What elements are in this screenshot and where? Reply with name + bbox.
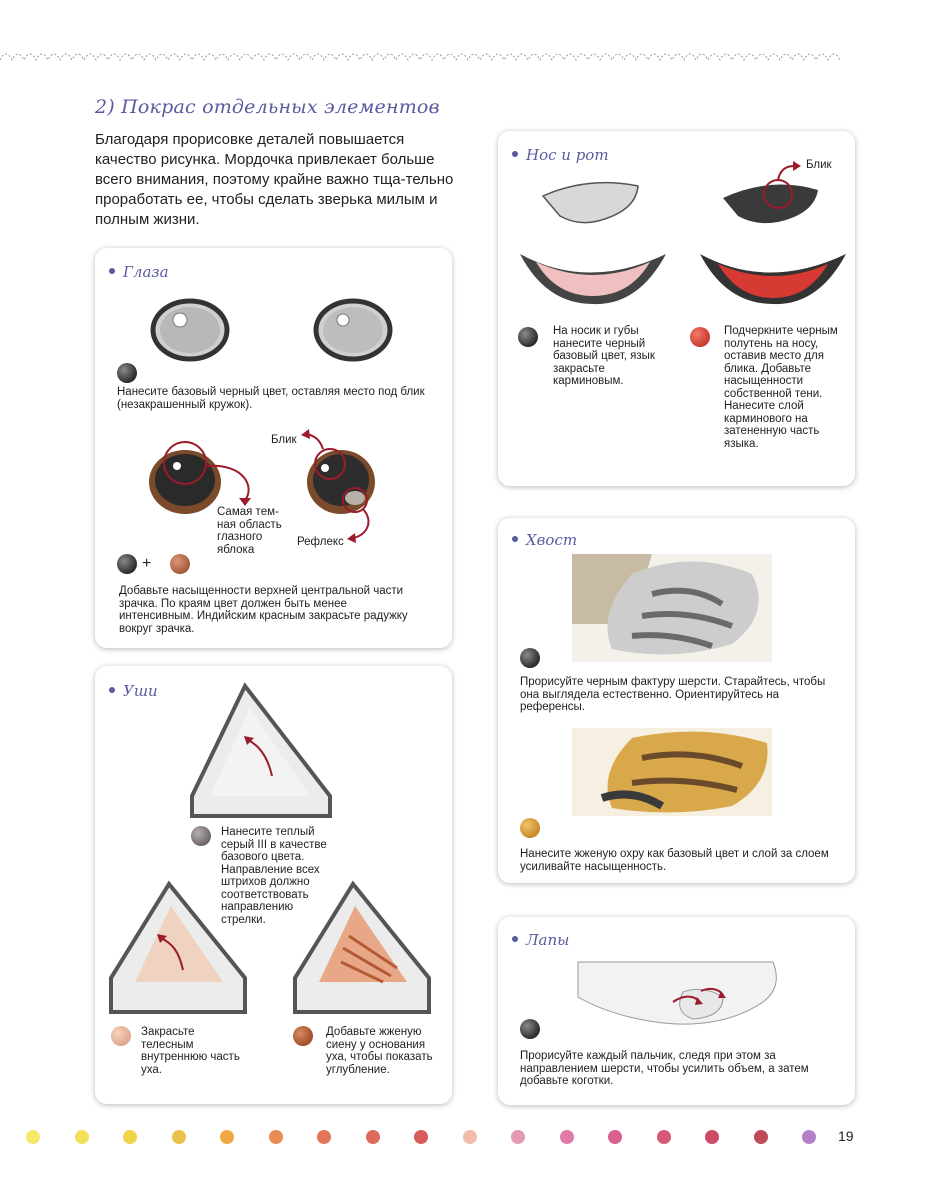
bullet-dot-icon [512,151,518,157]
tail-sketch-illustration [572,554,772,662]
bullet-dot-icon [512,536,518,542]
intro-paragraph: Благодаря прорисовке деталей повышается качество рисунка. Мордочка привлекает больше всего внимания, поэтому крайне важно тща-тельно проработать ее, чтобы сделать зверька милым и полным жизни. [95,131,454,228]
paws-card-title: Лапы [512,931,569,949]
ear-colored-illustration [293,878,433,1013]
pencil-color-dot [802,1130,816,1144]
ears-step2-text: Закрасьте телесным внутреннюю часть уха. [141,1026,240,1076]
eyes-highlight-label: Блик [271,434,297,446]
pencil-color-dot [705,1130,719,1144]
pencil-color-dot [220,1130,234,1144]
eyes-step1-text: Нанесите базовый черный цвет, оставляя место под блик (незакрашенный кружок). [117,386,425,411]
eyes-card-title: Глаза [109,263,169,281]
eyes-reflex-label: Рефлекс [297,536,344,548]
ear-sketch-illustration [190,678,335,818]
pencil-color-dot [414,1130,428,1144]
black-pencil-swatch [518,327,538,347]
decorative-top-border [0,42,927,72]
eyes-step2-text: Добавьте насыщенности верхней центральной части зрачка. По краям цвет должен быть менее интенсивным. Индийским красным закрасьте радужку вокруг зрачка. [119,585,408,635]
pencil-color-dot [754,1130,768,1144]
pencil-color-dot [75,1130,89,1144]
nose-step1-text: На носик и губы нанесите черный базовый цвет, язык закрасьте карминовым. [553,325,655,387]
pencil-color-dot [366,1130,380,1144]
bullet-dot-icon [512,936,518,942]
pencil-color-dot [269,1130,283,1144]
nose-step2-text: Подчеркните черным полутень на носу, оставив место для блика. Добавьте насыщенности собственной тени. Нанесите слой карминового на затененную часть языка. [724,325,838,450]
ears-card-title: Уши [109,682,158,700]
tail-colored-illustration [572,728,772,816]
pencil-color-dot [26,1130,40,1144]
paws-step1-text: Прорисуйте каждый пальчик, следя при этом за направлением шерсти, чтобы усилить объем, а затем добавьте коготки. [520,1050,809,1087]
tail-step1-text: Прорисуйте черным фактуру шерсти. Старайтесь, чтобы она выглядела естественно. Ориентируйтесь на референсы. [520,676,826,713]
page-number: 19 [838,1128,854,1144]
pencil-color-dot [560,1130,574,1144]
pencil-color-dot [123,1130,137,1144]
tail-step2-text: Нанесите жженую охру как базовый цвет и слой за слоем усиливайте насыщенность. [520,848,829,873]
burnt-sienna-pencil-swatch [293,1026,313,1046]
tail-card [498,518,855,883]
nose-colored-illustration [698,176,848,306]
nose-highlight-label: Блик [806,159,832,171]
pencil-color-dot [608,1130,622,1144]
burnt-ochre-pencil-swatch [520,818,540,838]
paws-card [498,917,855,1105]
indian-red-pencil-swatch [170,554,190,574]
flesh-pencil-swatch [111,1026,131,1046]
black-pencil-swatch [520,648,540,668]
ear-colored-illustration [109,878,249,1013]
pencil-color-dot [657,1130,671,1144]
black-pencil-swatch [117,554,137,574]
eyes-card [95,248,452,648]
pencil-color-dot [463,1130,477,1144]
ears-step1-text: Нанесите теплый серый III в качестве базового цвета. Направление всех штрихов должно соответствовать направлению стрелки. [221,826,327,926]
bullet-dot-icon [109,687,115,693]
nose-card-title: Нос и рот [512,146,609,164]
pencil-color-dot [317,1130,331,1144]
carmine-pencil-swatch [690,327,710,347]
tail-card-title: Хвост [512,531,577,549]
ears-card [95,666,452,1104]
nose-sketch-illustration [518,176,668,306]
plus-sign: + [142,555,152,572]
warm-gray-pencil-swatch [191,826,211,846]
paws-illustration [573,957,783,1032]
eyes-dark-area-label: Самая тем-ная область глазного яблока [217,506,282,556]
pencil-color-dot [511,1130,525,1144]
pencil-color-strip [0,1125,927,1151]
ears-step3-text: Добавьте жженую сиену у основания уха, чтобы показать углубление. [326,1026,433,1076]
pencil-color-dot [172,1130,186,1144]
section-title: 2) Покрас отдельных элементов [95,96,440,118]
nose-card [498,131,855,486]
black-pencil-swatch [520,1019,540,1039]
